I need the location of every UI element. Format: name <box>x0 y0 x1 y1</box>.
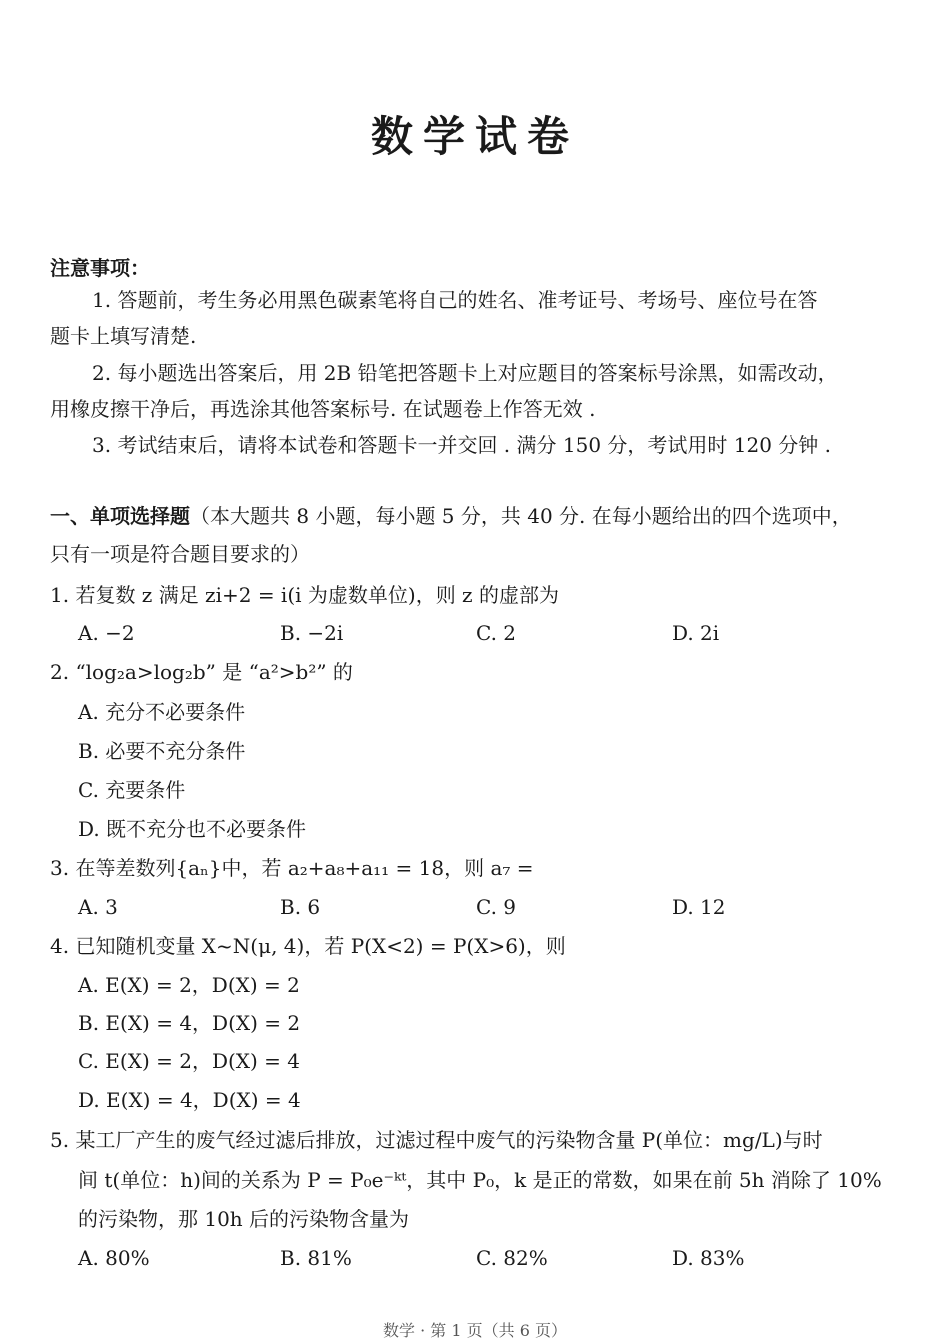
q3-option-b: B. 6 <box>280 895 321 919</box>
q4-stem: 4. 已知随机变量 X~N(μ, 4)，若 P(X<2) = P(X>6)，则 <box>50 934 566 958</box>
q5-option-d: D. 83% <box>672 1246 745 1270</box>
notice-item-1-line-2: 题卡上填写清楚. <box>50 324 197 348</box>
page-title: 数学试卷 <box>370 112 579 161</box>
q5-option-c: C. 82% <box>476 1246 548 1270</box>
q1-option-a: A. −2 <box>78 621 135 645</box>
section-1-header <box>50 506 852 526</box>
q1-option-d: D. 2i <box>672 621 720 645</box>
section-1-heading: 一、单项选择题 <box>50 504 190 528</box>
q1-option-b: B. −2i <box>280 621 344 645</box>
q3-option-d: D. 12 <box>672 895 726 919</box>
q4-option-a: A. E(X) = 2，D(X) = 2 <box>78 973 300 997</box>
q4-option-d: D. E(X) = 4，D(X) = 4 <box>78 1088 301 1112</box>
q3-option-a: A. 3 <box>78 895 118 919</box>
q2-option-c: C. 充要条件 <box>78 778 186 802</box>
q3-option-c: C. 9 <box>476 895 517 919</box>
q5-stem-line-3: 的污染物，那 10h 后的污染物含量为 <box>78 1207 410 1231</box>
q2-option-b: B. 必要不充分条件 <box>78 739 246 763</box>
page-footer: 数学 · 第 1 页（共 6 页） <box>383 1321 567 1340</box>
q1-option-c: C. 2 <box>476 621 517 645</box>
q3-stem: 3. 在等差数列{aₙ}中，若 a₂+a₈+a₁₁ = 18，则 a₇ = <box>50 856 534 880</box>
q2-option-a: A. 充分不必要条件 <box>78 700 246 724</box>
notice-item-2-line-1: 2. 每小题选出答案后，用 2B 铅笔把答题卡上对应题目的答案标号涂黑，如需改动， <box>92 361 838 385</box>
q1-stem: 1. 若复数 z 满足 zi+2 = i(i 为虚数单位)，则 z 的虚部为 <box>50 583 559 607</box>
q5-stem-line-1: 5. 某工厂产生的废气经过滤后排放，过滤过程中废气的污染物含量 P(单位：mg/L)与时 <box>50 1128 823 1152</box>
notice-item-1-line-1: 1. 答题前，考生务必用黑色碳素笔将自己的姓名、准考证号、考场号、座位号在答 <box>92 288 818 312</box>
notice-item-2-line-2: 用橡皮擦干净后，再选涂其他答案标号. 在试题卷上作答无效 . <box>50 397 596 421</box>
q5-stem-line-2: 间 t(单位：h)间的关系为 P = P₀e⁻ᵏᵗ，其中 P₀，k 是正的常数，如果在前 5h 消除了 10% <box>78 1168 882 1192</box>
section-1-desc-line-2: 只有一项是符合题目要求的） <box>50 542 310 566</box>
section-1-desc-line-1: （本大题共 8 小题，每小题 5 分，共 40 分. 在每小题给出的四个选项中， <box>190 504 852 528</box>
q5-option-b: B. 81% <box>280 1246 352 1270</box>
q2-option-d: D. 既不充分也不必要条件 <box>78 817 307 841</box>
notice-heading: 注意事项： <box>50 256 150 280</box>
q4-option-b: B. E(X) = 4，D(X) = 2 <box>78 1011 301 1035</box>
notice-item-3: 3. 考试结束后，请将本试卷和答题卡一并交回 . 满分 150 分，考试用时 120 分钟 . <box>92 433 832 457</box>
q2-stem: 2. “log₂a>log₂b” 是 “a²>b²” 的 <box>50 660 353 684</box>
q4-option-c: C. E(X) = 2，D(X) = 4 <box>78 1049 301 1073</box>
q5-option-a: A. 80% <box>78 1246 150 1270</box>
